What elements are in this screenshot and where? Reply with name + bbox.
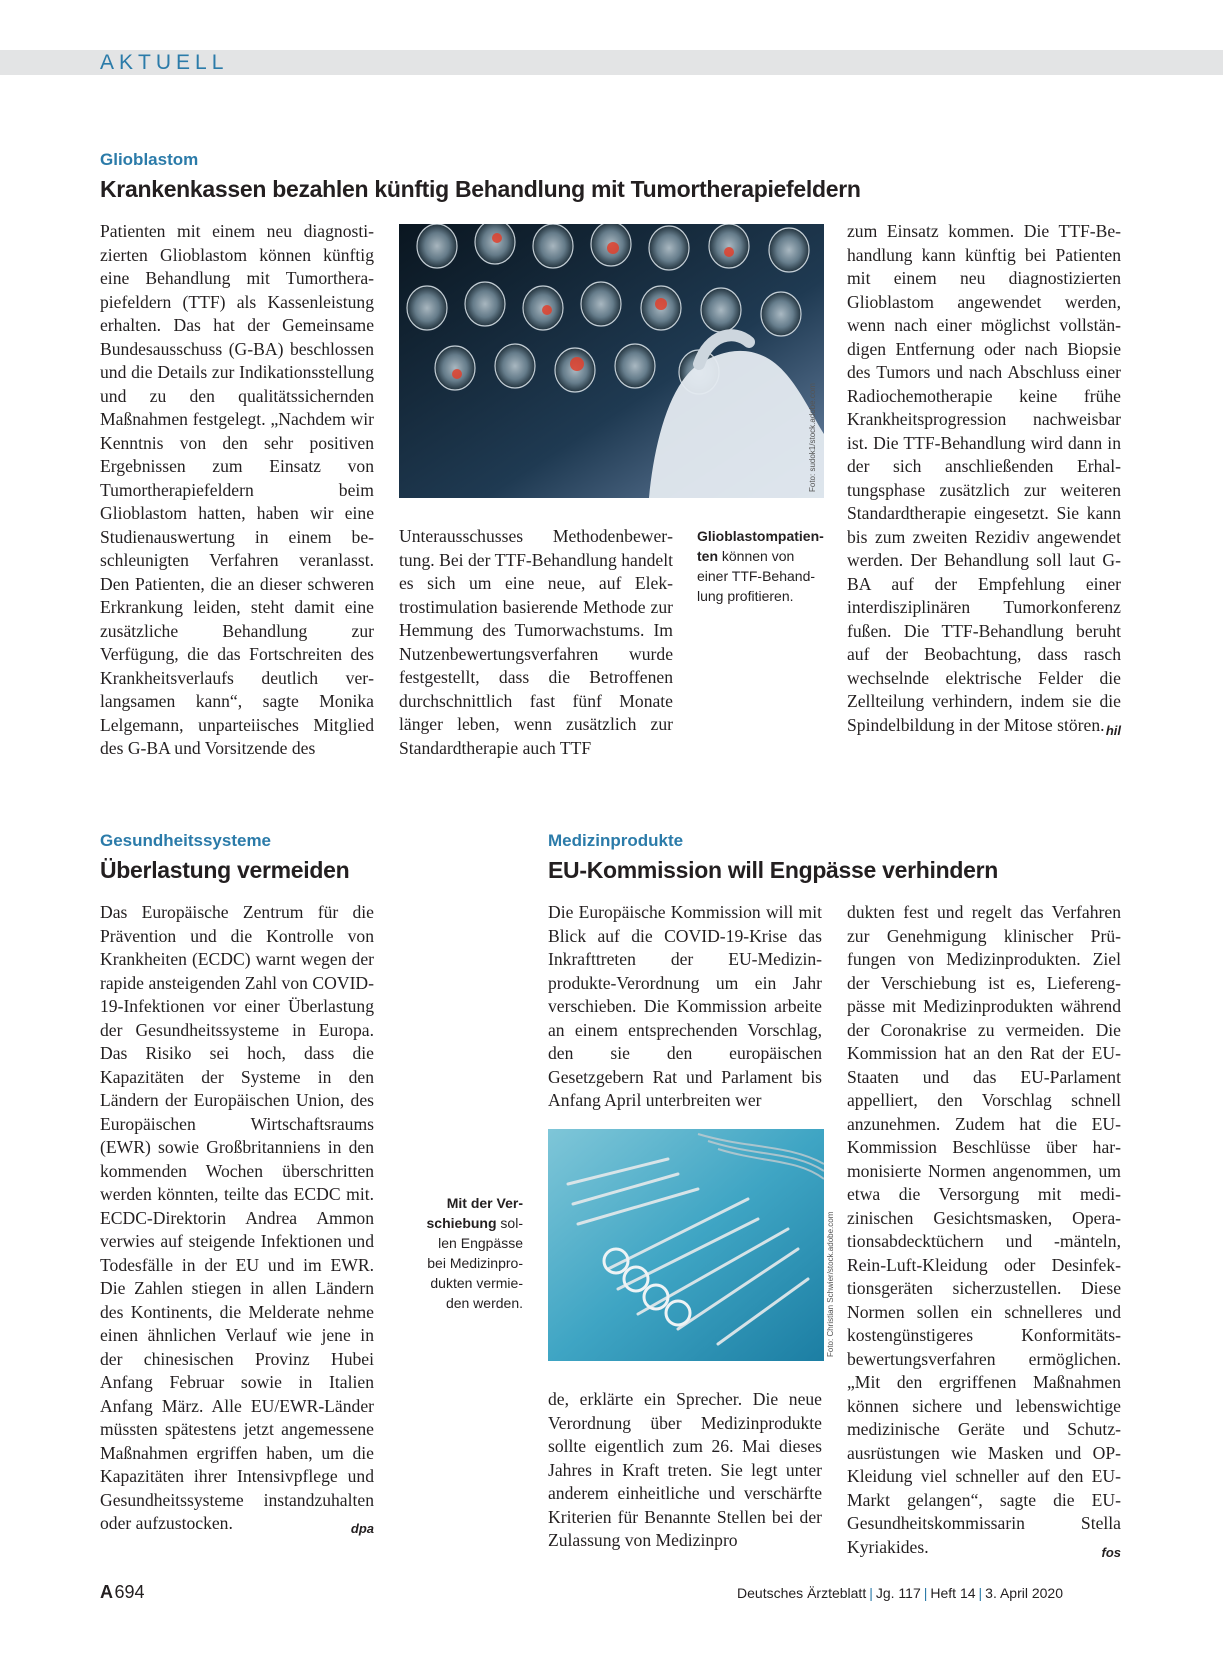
article3-headline: EU-Kommission will Engpässe verhindern: [548, 857, 998, 883]
article3-text-1b: de, erklärte ein Sprecher. Die neue Verordnung über Medizinprodukte sollte eigentlich zum 26. Mai dieses Jahres in Kraft treten. Sie legt unter anderem einheitliche und verschärfte Kriterien für Benannte Stellen bei der Zulassung von Medizinpro: [548, 1389, 822, 1550]
journal-name: Deutsches Ärzteblatt: [737, 1585, 867, 1601]
page-prefix: A: [100, 1582, 113, 1602]
article2-signature: dpa: [350, 1521, 374, 1536]
article1-text-3: zum Einsatz kommen. Die TTF-Behandlung kann künftig bei Patienten mit einem neu diagnostizierten Glioblastom angewendet werden, wenn nach einer möglichst vollständigen Entfernung oder nach Biopsie des Tumors und nach Abschluss einer Radiochemotherapie keine frühe Krankheitsprogression nachweisbar ist. Die TTF-Behandlung wird dann in der sich anschließenden Erhaltungsphase zusätzlich zur weiteren Standardtherapie eingesetzt. Sie kann bis zum zweiten Rezidiv angewendet werden. Der Behandlung soll laut G-BA auf der Empfehlung einer interdisziplinären Tumorkonferenz fußen. Die TTF-Behandlung beruht auf der Beobachtung, dass rasch wechselnde elektrische Felder die Zellteilung verhindern, indem sie die Spindelbildung in der Mitose stören.: [847, 221, 1121, 735]
article2-headline: Überlastung vermeiden: [100, 857, 350, 883]
brain-scan-photo: [399, 224, 824, 498]
article1-kicker: Glioblastom: [100, 150, 199, 169]
article3-text-1: Die Europäische Kommission will mit Blick auf die COVID-19-Krise das Inkrafttreten der EU-Medizinprodukte-Verordnung um ein Jahr verschieben. Die Kommission arbeite an einem entsprechenden Vorschlag, den sie den europäischen Gesetzgebern Rat und Parlament bis Anfang April unterbreiten wer: [548, 902, 822, 1110]
caption1-text: können von einer TTF-Behandlung profitieren.: [697, 548, 816, 604]
article3-column-2: [847, 901, 1121, 1564]
caption2-bold: Mit der Verschiebung: [426, 1195, 523, 1231]
article3-column-1-top: [548, 901, 822, 1113]
page-number-value: 694: [114, 1582, 145, 1602]
photo-caption-1: [697, 526, 824, 606]
surgical-instruments-photo: [548, 1129, 824, 1361]
article3-signature: fos: [1101, 1544, 1121, 1560]
photo-credit-1: Foto: sudok1/stock.adobe.com: [808, 383, 817, 492]
article2-column: [100, 901, 374, 1541]
article1-column-1: [100, 220, 374, 761]
article2-kicker: Gesundheitssysteme: [100, 831, 272, 850]
article1-text-2: Unterausschusses Methodenbewertung. Bei der TTF-Behandlung handelt es sich um eine neue, auf Elektrostimulation basierende Methode zur Hemmung des Tumorwachstums. Im Nutzenbewertungsverfahren wurde festgestellt, dass die Betroffenen durchschnittlich fast fünf Monate länger leben, wenn zusätzlich zur Standardtherapie auch TTF: [399, 526, 673, 758]
photo-caption-2: [418, 1193, 523, 1313]
article3-column-1-bottom: [548, 1388, 822, 1553]
section-label: AKTUELL: [100, 51, 229, 74]
page-number: [100, 1582, 145, 1603]
photo-credit-2: Foto: Christian Schwier/stock.adobe.com: [826, 1211, 835, 1357]
article3-text-2: dukten fest und regelt das Verfahren zur Genehmigung klinischer Prüfungen von Medizinprodukten. Ziel der Verschiebung ist es, Lieferengpässe mit Medizinprodukten während der Coronakrise zu vermeiden. Die Kommission hat an den Rat der EU-Staaten und das EU-Parlament appelliert, den Vorschlag schnell anzunehmen. Zudem hat die EU-Kommission Beschlüsse über harmonisierte Normen angenommen, um etwa die Versorgung mit medizinischen Gesichtsmasken, Operationsabdecktüchern und -mänteln, Rein-Luft-Kleidung oder Desinfektionsgeräten sicherzustellen. Diese Normen sollen ein schnelleres und kostengünstigeres Konformitätsbewertungsverfahren ermöglichen. „Mit den ergriffenen Maßnahmen können sichere und lebenswichtige medizinische Geräte und Schutzausrüstungen wie Masken und OP-Kleidung viel schneller auf den EU-Markt gelangen“, sagte die EU-Gesundheitskommissarin Stella Kyriakides.: [847, 902, 1121, 1557]
brain-scan-image: [399, 224, 824, 498]
journal-issue: Heft 14: [930, 1585, 976, 1601]
article1-column-3: [847, 220, 1121, 742]
article1-text-1: Patienten mit einem neu diagnostizierten Glioblastom können künftig eine Behandlung mit Tumortherapiefeldern (TTF) als Kassenleistung erhalten. Das hat der Gemeinsame Bundesausschuss (G-BA) beschlossen und die Details zur Indikationsstellung und zu den qualitätssichernden Maßnahmen festgelegt. „Nachdem wir Kenntnis von den sehr positiven Ergebnissen zum Einsatz von Tumortherapiefeldern beim Glioblastom hatten, haben wir eine Studienauswertung in einem beschleunigten Verfahren veranlasst. Den Patienten, die an dieser schweren Erkrankung leiden, steht damit eine zusätzliche Behandlung zur Verfügung, die das Fortschreiten des Krankheitsverlaufs deutlich verlangsamen kann“, sagte Monika Lelgemann, unparteiisches Mitglied des G-BA und Vorsitzende des: [100, 221, 374, 758]
journal-date: 3. April 2020: [985, 1585, 1063, 1601]
article2-text: Das Europäische Zentrum für die Prävention und die Kontrolle von Krankheiten (ECDC) warnt wegen der rapide ansteigenden Zahl von COVID-19-Infektionen vor einer Überlastung der Gesundheitssysteme in Europa. Das Risiko sei hoch, dass die Kapazitäten der Systeme in den Ländern der Europäischen Union, des Europäischen Wirtschaftsraums (EWR) sowie Großbritanniens in den kommenden Wochen überschritten werden könnten, teilte das ECDC mit. ECDC-Direktorin Andrea Ammon verwies auf steigende Infektionen und Todesfälle in der EU und im EWR. Die Zahlen stiegen in allen Ländern des Kontinents, die Melderate nehme einen ähnlichen Verlauf wie jene in der chinesischen Provinz Hubei Anfang Februar sowie in Italien Anfang März. Alle EU/EWR-Länder müssten spätestens jetzt angemessene Maßnahmen ergriffen haben, um die Kapazitäten ihrer Intensivpflege und Gesundheitssysteme instandzuhalten oder aufzustocken.: [100, 902, 374, 1533]
caption2-text: sollen Engpässe bei Medizinprodukten vermieden werden.: [427, 1215, 523, 1311]
article1-column-2: [399, 525, 673, 760]
article3-kicker: Medizinprodukte: [548, 831, 684, 850]
journal-volume: Jg. 117: [875, 1585, 921, 1601]
article1-signature: hil: [1105, 722, 1121, 738]
journal-info: Deutsches Ärzteblatt | Jg. 117 | Heft 14 | 3. April 2020: [737, 1585, 1063, 1601]
surgical-instruments-image: [548, 1129, 824, 1361]
article1-headline: Krankenkassen bezahlen künftig Behandlung mit Tumortherapiefeldern: [100, 176, 861, 202]
caption1-bold: Glioblastompatienten: [697, 528, 824, 564]
